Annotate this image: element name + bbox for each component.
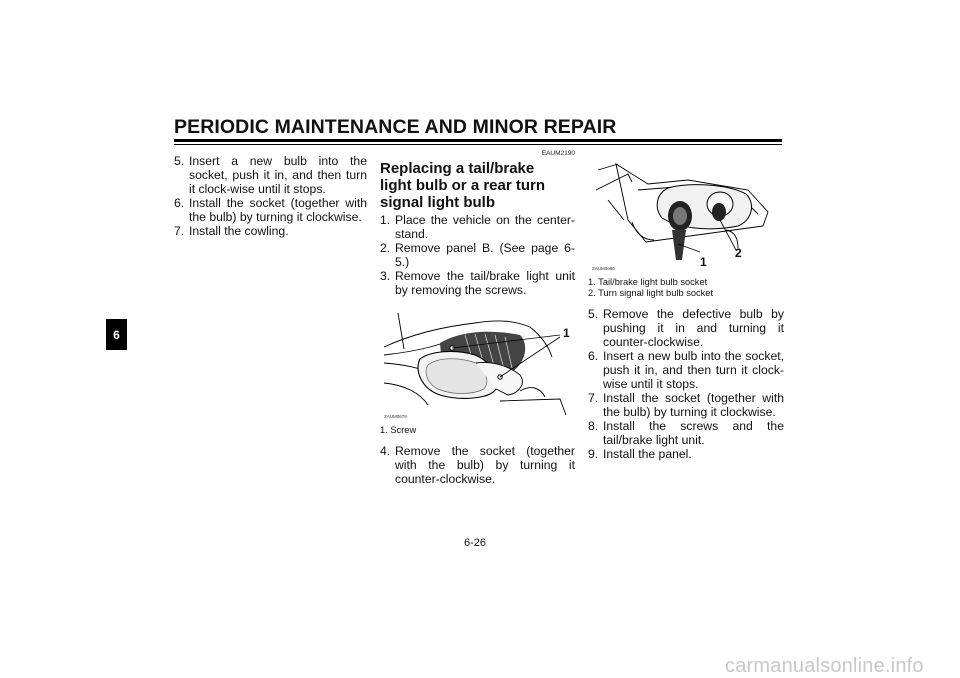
- step-4: [380, 444, 575, 486]
- step-1: [380, 213, 575, 241]
- step-8: [588, 419, 784, 447]
- column-3: [588, 160, 784, 461]
- header-rule: [174, 139, 782, 142]
- step-text: Place the vehicle on the center-stand.: [395, 213, 575, 241]
- figure-caption: [588, 277, 784, 299]
- step-3: [380, 269, 575, 297]
- page-number: 6-26: [464, 537, 487, 549]
- step-7: [174, 224, 367, 238]
- step-text: Install the screws and the tail/brake light unit.: [603, 419, 784, 447]
- step-number: 1.: [380, 213, 391, 227]
- step-number: 8.: [588, 419, 599, 433]
- step-text: Install the panel.: [603, 447, 692, 461]
- callout-2: 2: [735, 246, 742, 260]
- callout-1: 1: [563, 326, 570, 340]
- step-2: [380, 241, 575, 269]
- steps-list: [588, 307, 784, 461]
- watermark: carmanualsonline.info: [725, 655, 924, 677]
- step-number: 9.: [588, 447, 599, 461]
- step-number: 5.: [174, 154, 185, 168]
- steps-continued: [380, 444, 575, 486]
- step-number: 4.: [380, 444, 391, 458]
- step-text: Install the socket (together with the bulb) by turning it clockwise.: [189, 196, 367, 224]
- header-rule-thin: [174, 144, 782, 145]
- section-title: Replacing a tail/brake light bulb or a rear turn signal light bulb: [380, 160, 546, 211]
- section-code: EAUM2190: [541, 150, 575, 157]
- step-text: Install the socket (together with the bulb) by turning it clockwise.: [603, 391, 784, 419]
- step-number: 5.: [588, 307, 599, 321]
- caption-item: 1. Tail/brake light bulb socket: [588, 277, 708, 287]
- step-7: [588, 391, 784, 419]
- step-number: 2.: [380, 241, 391, 255]
- step-text: Install the cowling.: [189, 224, 289, 238]
- step-5: [588, 307, 784, 349]
- step-number: 6.: [588, 349, 599, 363]
- step-6: [174, 196, 367, 224]
- step-9: [588, 447, 784, 461]
- figure-caption: [380, 425, 575, 436]
- step-number: 7.: [588, 391, 599, 405]
- chapter-tab: 6: [106, 319, 127, 350]
- step-text: Remove the socket (together with the bulb) by turning it counter-clockwise.: [395, 444, 575, 486]
- figure-code: ZAUM0680: [592, 266, 615, 271]
- step-number: 6.: [174, 196, 185, 210]
- column-1: [174, 154, 367, 238]
- step-number: 7.: [174, 224, 185, 238]
- callout-1: 1: [700, 255, 707, 269]
- column-2: [380, 150, 575, 486]
- step-text: Insert a new bulb into the socket, push it in, and then turn it clock-wise until it stops.: [189, 154, 367, 196]
- step-text: Remove panel B. (See page 6-5.): [395, 241, 575, 269]
- bulb-socket-illustration: [588, 160, 778, 275]
- tail-light-illustration: [380, 305, 573, 423]
- bulb-socket-figure: [588, 160, 778, 275]
- step-6: [588, 349, 784, 391]
- step-text: Insert a new bulb into the socket, push it in, and then turn it clock-wise until it stops.: [603, 349, 784, 391]
- step-number: 3.: [380, 269, 391, 283]
- step-text: Remove the tail/brake light unit by removing the screws.: [395, 269, 575, 297]
- page-header-title: PERIODIC MAINTENANCE AND MINOR REPAIR: [174, 116, 617, 138]
- tail-light-unit-figure: [380, 305, 573, 423]
- step-5: [174, 154, 367, 196]
- caption-item: 1. Screw: [380, 425, 417, 435]
- step-text: Remove the defective bulb by pushing it in and turning it counter-clockwise.: [603, 307, 784, 349]
- figure-code: ZAUM0679: [384, 414, 407, 419]
- caption-item: 2. Turn signal light bulb socket: [588, 288, 714, 298]
